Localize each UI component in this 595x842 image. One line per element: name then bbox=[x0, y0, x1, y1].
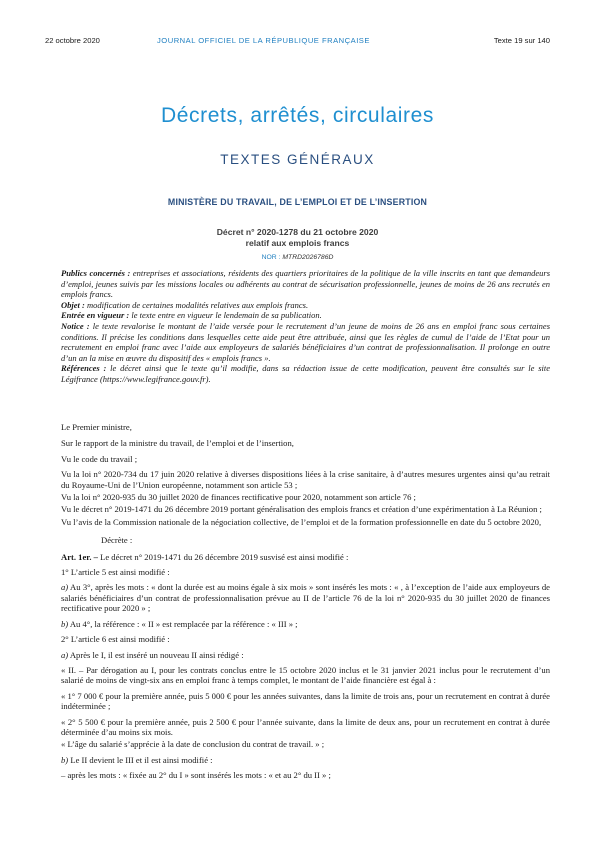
nor-value: MTRD2026786D bbox=[282, 254, 334, 261]
objet-label: Objet : bbox=[61, 299, 85, 310]
header-page-number: Texte 19 sur 140 bbox=[493, 36, 550, 45]
entree-text: le texte entre en vigueur le lendemain de sa publication. bbox=[129, 310, 322, 321]
summary-objet bbox=[61, 300, 550, 311]
body-amount-2: « 2° 5 500 € pour la première année, puis 2 500 € pour l’année suivante, dans la limite de deux ans, pour un recrutement en contrat à durée déterminée d’au moins six mois. bbox=[61, 716, 550, 737]
notice-text: le texte revalorise le montant de l’aide versée pour le recrutement d’un jeune de moins de 26 ans en emploi franc sous certaines conditions. Il précise les conditions dans lesquelles cette aide peut être attribuée, ainsi que les règles de cumul de l’aide de l’Etat pour un recrutement en emploi franc avec l’aide aux employeurs de salariés bénéficiaires d’un contrat de professionnalisation. Il prolonge en outre d’un an la mise en œuvre du dispositif des « emplois francs ». bbox=[61, 320, 550, 363]
a1-label: a) bbox=[61, 582, 69, 593]
publics-label: Publics concernés : bbox=[61, 268, 131, 278]
body-p5: Vu la loi n° 2020-935 du 30 juillet 2020 de finances rectificative pour 2020, notamment son article 76 ; bbox=[61, 492, 416, 503]
b1-text: Au 4°, la référence : « II » est remplacée par la référence : « III » ; bbox=[68, 618, 298, 629]
summary-references bbox=[61, 363, 550, 384]
references-text: le décret ainsi que le texte qu’il modifie, dans sa rédaction issue de cette modification, peuvent être consultés sur le site Légifrance (https://www.legifrance.gouv.fr). bbox=[61, 363, 550, 384]
decree-title-line2: relatif aux emplois francs bbox=[245, 237, 350, 248]
references-label: Références : bbox=[61, 363, 107, 374]
decree-summary bbox=[61, 268, 550, 385]
body-b2 bbox=[61, 755, 550, 765]
article-1-text: Le décret n° 2019-1471 du 26 décembre 2019 susvisé est ainsi modifié : bbox=[97, 551, 349, 562]
notice-label: Notice : bbox=[61, 320, 90, 331]
body-dash: – après les mots : « fixée au 2° du I » sont insérés les mots : « et au 2° du II » ; bbox=[61, 770, 331, 781]
body-p1: Le Premier ministre, bbox=[61, 422, 132, 432]
nor-label: NOR : bbox=[261, 254, 283, 261]
body-age: « L’âge du salarié s’apprécie à la date de conclusion du contrat de travail. » ; bbox=[61, 739, 325, 750]
a1-text: Au 3°, après les mots : « dont la durée est au moins égale à six mois » sont insérés les mots : « , à l’exception de l’aide aux employeurs de salariés bénéficiaires d’un contrat de professionnalisation prévue au II de l’article 76 de la loi n° 2020-935 du 30 juillet 2020 de finances rectificative pour 2020 » ; bbox=[61, 582, 550, 614]
body-a1 bbox=[61, 582, 550, 613]
body-a2 bbox=[61, 650, 550, 660]
decree-title-line1: Décret n° 2020-1278 du 21 octobre 2020 bbox=[216, 227, 379, 237]
summary-notice bbox=[61, 321, 550, 363]
body-decrete: Décrète : bbox=[101, 535, 133, 546]
body-p7: Vu l’avis de la Commission nationale de la négociation collective, de l’emploi et de la formation professionnelle en date du 5 octobre 2020, bbox=[61, 516, 542, 527]
main-title: Décrets, arrêtés, circulaires bbox=[161, 104, 434, 127]
body-p4: Vu la loi n° 2020-734 du 17 juin 2020 relative à diverses dispositions liées à la crise sanitaire, à d’autres mesures urgentes ainsi qu’au retrait du Royaume-Uni de l’Union européenne, notamment son article 53 ; bbox=[61, 469, 550, 490]
a2-label: a) bbox=[61, 649, 69, 660]
publics-text: entreprises et associations, résidents des quartiers prioritaires de la politique de la ville inscrits en tant que demandeurs d’emploi, jeunes suivis par les missions locales ou adhérents au contrat de sécurisation professionnelle, jeunes de moins de 26 ans recrutés en emplois francs. bbox=[61, 268, 550, 300]
b1-label: b) bbox=[61, 618, 69, 629]
article-1-label: Art. 1er. – bbox=[61, 551, 98, 562]
body-p2: Sur le rapport de la ministre du travail, de l’emploi et de l’insertion, bbox=[61, 438, 294, 449]
entree-label: Entrée en vigueur : bbox=[61, 310, 130, 321]
a2-text: Après le I, il est inséré un nouveau II ainsi rédigé : bbox=[68, 649, 244, 660]
nor-reference bbox=[0, 254, 595, 261]
objet-text: modification de certaines modalités relatives aux emplois francs. bbox=[84, 299, 309, 310]
decree-title bbox=[0, 227, 595, 248]
decree-body bbox=[61, 422, 550, 786]
b2-label: b) bbox=[61, 754, 69, 765]
header-date: 22 octobre 2020 bbox=[45, 36, 100, 45]
summary-entree bbox=[61, 310, 550, 321]
body-2o: 2° L’article 6 est ainsi modifié : bbox=[61, 634, 170, 645]
summary-publics bbox=[61, 268, 550, 300]
header-journal-title: JOURNAL OFFICIEL DE LA RÉPUBLIQUE FRANÇAISE bbox=[157, 36, 370, 45]
article-1 bbox=[61, 552, 550, 562]
body-p6: Vu le décret n° 2019-1471 du 26 décembre 2019 portant généralisation des emplois francs et création d’une expérimentation à La Réunion ; bbox=[61, 504, 542, 515]
body-II: « II. – Par dérogation au I, pour les contrats conclus entre le 15 octobre 2020 inclus et le 31 janvier 2021 inclus pour le recrutement d’un salarié de moins de vingt-six ans en emploi franc à temps complet, le montant de l’aide financière est égal à : bbox=[61, 664, 550, 686]
body-b1 bbox=[61, 619, 550, 629]
section-title: TEXTES GÉNÉRAUX bbox=[220, 152, 375, 167]
body-p3: Vu le code du travail ; bbox=[61, 453, 138, 464]
body-1o: 1° L’article 5 est ainsi modifié : bbox=[61, 567, 170, 578]
body-amount-1: « 1° 7 000 € pour la première année, puis 5 000 € pour les années suivantes, dans la limite de trois ans, pour un recrutement en contrat à durée indéterminée ; bbox=[61, 690, 550, 712]
ministry-title: MINISTÈRE DU TRAVAIL, DE L’EMPLOI ET DE L’INSERTION bbox=[167, 197, 428, 207]
b2-text: Le II devient le III et il est ainsi modifié : bbox=[68, 754, 213, 765]
